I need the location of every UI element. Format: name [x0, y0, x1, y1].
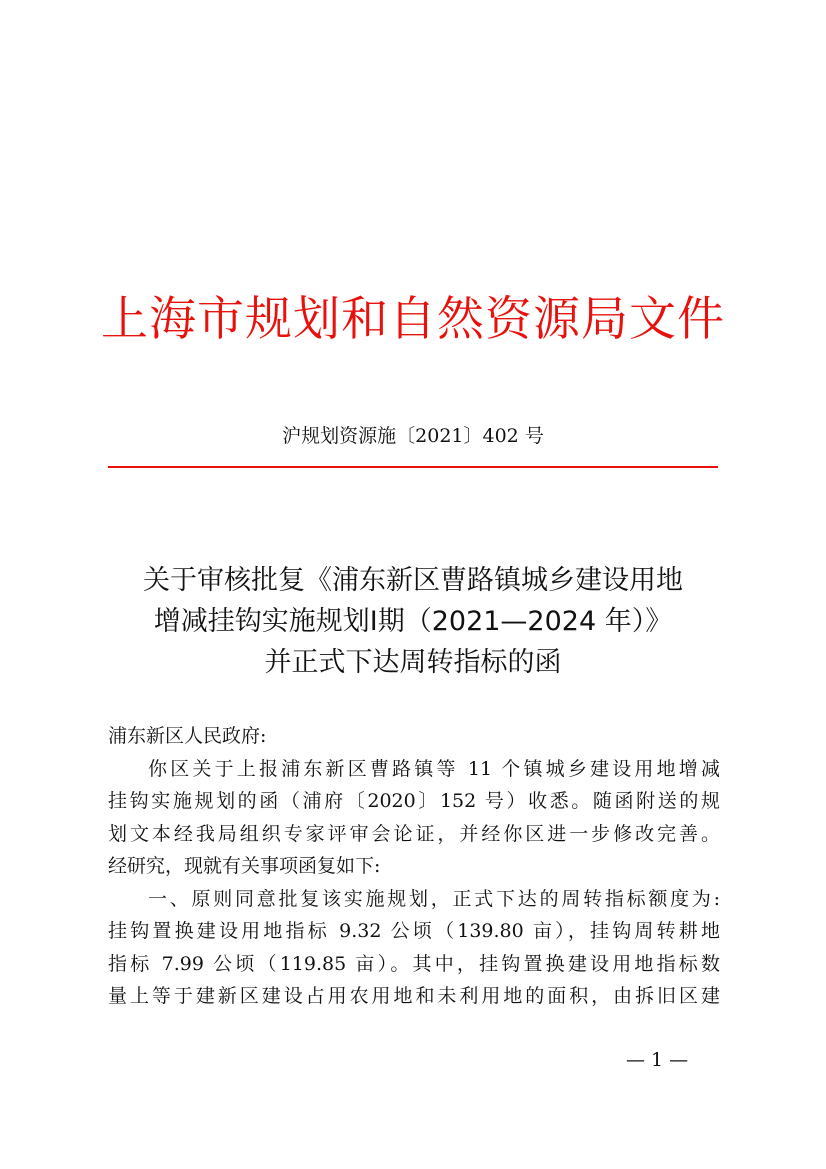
title-line-2: 增减挂钩实施规划Ⅰ期（2021—2024 年）》 — [153, 606, 673, 637]
paragraph-1-line: 你区关于上报浦东新区曹路镇等 11 个镇城乡建设用地增减 — [148, 757, 720, 780]
title-line-3: 并正式下达周转指标的函 — [264, 647, 562, 678]
masthead-title: 上海市规划和自然资源局文件 — [101, 292, 725, 347]
document-number: 沪规划资源施〔2021〕402 号 — [282, 425, 544, 447]
paragraph-2-line: 挂钩置换建设用地指标 9.32 公顷（139.80 亩），挂钩周转耕地 — [108, 920, 720, 942]
paragraph-2-line: 一、原则同意批复该实施规划，正式下达的周转指标额度为: — [148, 887, 720, 910]
letter-title — [0, 560, 826, 683]
letter-body — [108, 720, 720, 1013]
paragraph-1-line: 挂钩实施规划的函（浦府〔2020〕152 号）收悉。随函附送的规 — [108, 790, 720, 812]
salutation: 浦东新区人民政府: — [108, 725, 267, 747]
paragraph-2-line: 指标 7.99 公顷（119.85 亩）。其中，挂钩置换建设用地指标数 — [108, 952, 720, 975]
paragraph-1-line: 经研究，现就有关事项函复如下: — [108, 855, 381, 877]
red-separator-line — [108, 466, 718, 468]
page-number: — 1 — — [626, 1049, 689, 1071]
paragraph-1-line: 划文本经我局组织专家评审会论证，并经你区进一步修改完善。 — [108, 822, 720, 845]
title-line-1: 关于审核批复《浦东新区曹路镇城乡建设用地 — [143, 565, 683, 596]
paragraph-2-line: 量上等于建新区建设占用农用地和未利用地的面积，由拆旧区建 — [108, 985, 720, 1007]
